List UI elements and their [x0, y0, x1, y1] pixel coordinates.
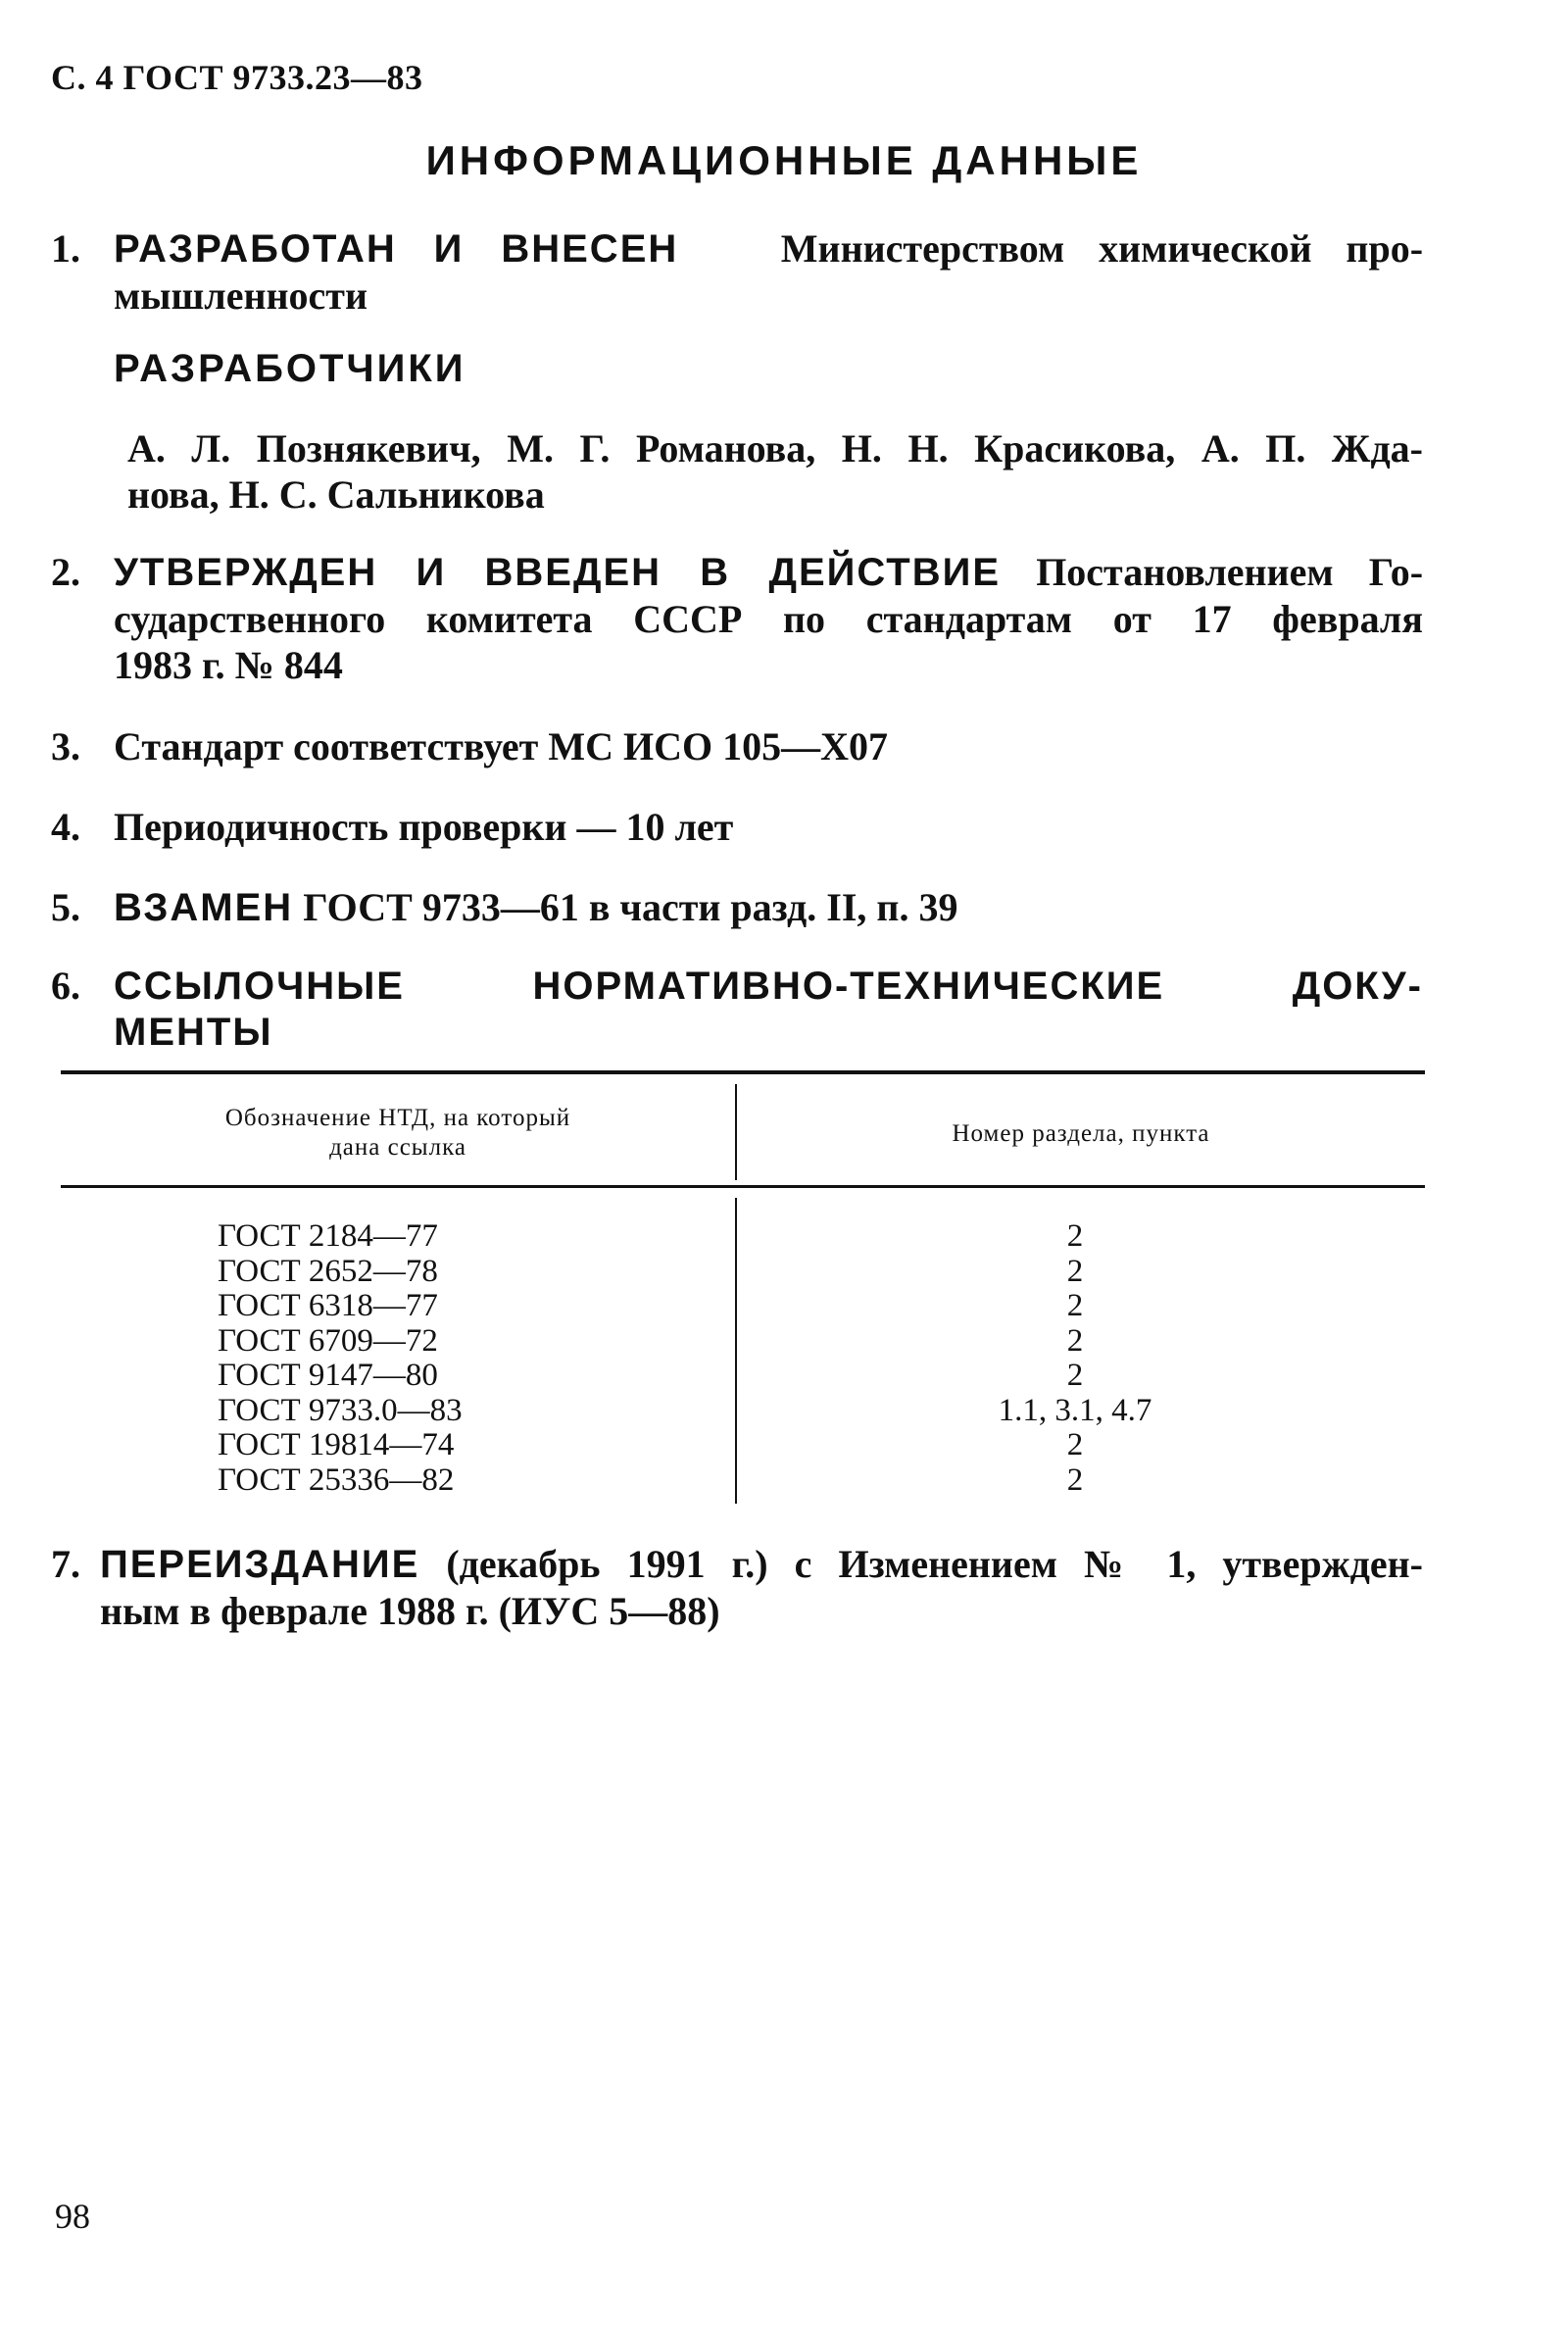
table-cell-doc: ГОСТ 2184—77 [218, 1218, 438, 1254]
item-1-text: Министерством химической про- [780, 226, 1424, 271]
item-5-caps: ВЗАМЕН [114, 886, 294, 929]
item-1-line-1 [51, 225, 1423, 272]
referenced-documents-table [61, 1070, 1425, 1511]
document-title: ИНФОРМАЦИОННЫЕ ДАННЫЕ [425, 137, 1143, 183]
table-cell-ref: 2 [1066, 1322, 1084, 1359]
item-5-text: ГОСТ 9733—61 в части разд. II, п. 39 [303, 885, 958, 929]
table-cell-ref: 2 [1066, 1461, 1084, 1498]
item-5 [51, 884, 1423, 931]
item-3 [51, 723, 1423, 769]
item-1 [51, 225, 1423, 319]
developers-heading: РАЗРАБОТЧИКИ [114, 347, 466, 390]
table-cell-ref: 2 [1066, 1358, 1084, 1393]
item-7-line-1 [51, 1541, 1423, 1588]
developers-list [127, 425, 1423, 518]
item-7-caps: ПЕРЕИЗДАНИЕ [100, 1543, 420, 1586]
table-cell-doc: ГОСТ 25336—82 [218, 1461, 455, 1498]
item-7 [51, 1541, 1423, 1634]
item-1-caps: РАЗРАБОТАН И ВНЕСЕН [114, 227, 679, 271]
item-number: 4. [51, 805, 80, 849]
table-cell-doc: ГОСТ 6318—77 [218, 1288, 438, 1323]
column-header-section: Номер раздела, пункта [952, 1120, 1210, 1147]
table-cell-ref: 2 [1066, 1218, 1084, 1254]
item-number: 2. [51, 550, 80, 594]
page-number: 98 [55, 2197, 90, 2236]
table-cell-ref: 1.1, 3.1, 4.7 [998, 1392, 1152, 1428]
table-cell-ref: 2 [1066, 1288, 1084, 1323]
table-cell-doc: ГОСТ 6709—72 [218, 1322, 438, 1359]
column-header-document [61, 1104, 735, 1163]
column-header-document-line-1: Обозначение НТД, на который [224, 1105, 571, 1131]
table-cell-ref: 2 [1066, 1253, 1084, 1289]
table-cell-doc: ГОСТ 9147—80 [218, 1358, 438, 1393]
table-header-rule [61, 1185, 1425, 1188]
item-number: 3. [51, 724, 80, 768]
item-2 [51, 549, 1423, 688]
developers-line-2: нова, Н. С. Сальникова [127, 472, 545, 517]
item-2-line-2: сударственного комитета СССР по стандартам от 17 февраля [114, 597, 1423, 641]
table-cell-ref: 2 [1066, 1427, 1084, 1462]
running-head: С. 4 ГОСТ 9733.23—83 [51, 58, 423, 97]
item-6 [51, 963, 1423, 1056]
document-column [218, 1219, 610, 1498]
item-number: 1. [51, 226, 80, 271]
table-cell-doc: ГОСТ 9733.0—83 [218, 1392, 463, 1428]
item-3-text: Стандарт соответствует МС ИСО 105—Х07 [114, 724, 888, 768]
item-2-caps: УТВЕРЖДЕН И ВВЕДЕН В ДЕЙСТВИЕ [114, 551, 1002, 594]
item-6-line-1 [51, 963, 1423, 1010]
developers-line-1: А. Л. Познякевич, М. Г. Романова, Н. Н. Красикова, А. П. Жда- [127, 426, 1423, 471]
item-2-line-3: 1983 г. № 844 [114, 643, 343, 687]
table-cell-doc: ГОСТ 19814—74 [218, 1427, 455, 1462]
item-4 [51, 804, 1423, 850]
item-number: 6. [51, 964, 80, 1008]
item-number: 7. [51, 1542, 80, 1586]
item-2-line-1 [51, 549, 1423, 596]
column-header-document-line-2: дана ссылка [329, 1134, 466, 1161]
table-top-rule [61, 1070, 1425, 1074]
section-column [737, 1219, 1413, 1498]
item-7-line-2: ным в феврале 1988 г. (ИУС 5—88) [100, 1589, 720, 1633]
table-cell-doc: ГОСТ 2652—78 [218, 1253, 438, 1289]
item-number: 5. [51, 885, 80, 929]
item-6-heading: ССЫЛОЧНЫЕ НОРМАТИВНО-ТЕХНИЧЕСКИЕ ДОКУ- [114, 965, 1423, 1008]
item-6-line-2: МЕНТЫ [114, 1011, 273, 1054]
item-2-text: Постановлением Го- [1036, 550, 1424, 594]
item-4-text: Периодичность проверки — 10 лет [114, 805, 734, 849]
item-1-line-2: мышленности [114, 273, 368, 318]
item-7-text: (декабрь 1991 г.) с Изменением № 1, утвержден- [446, 1542, 1423, 1586]
